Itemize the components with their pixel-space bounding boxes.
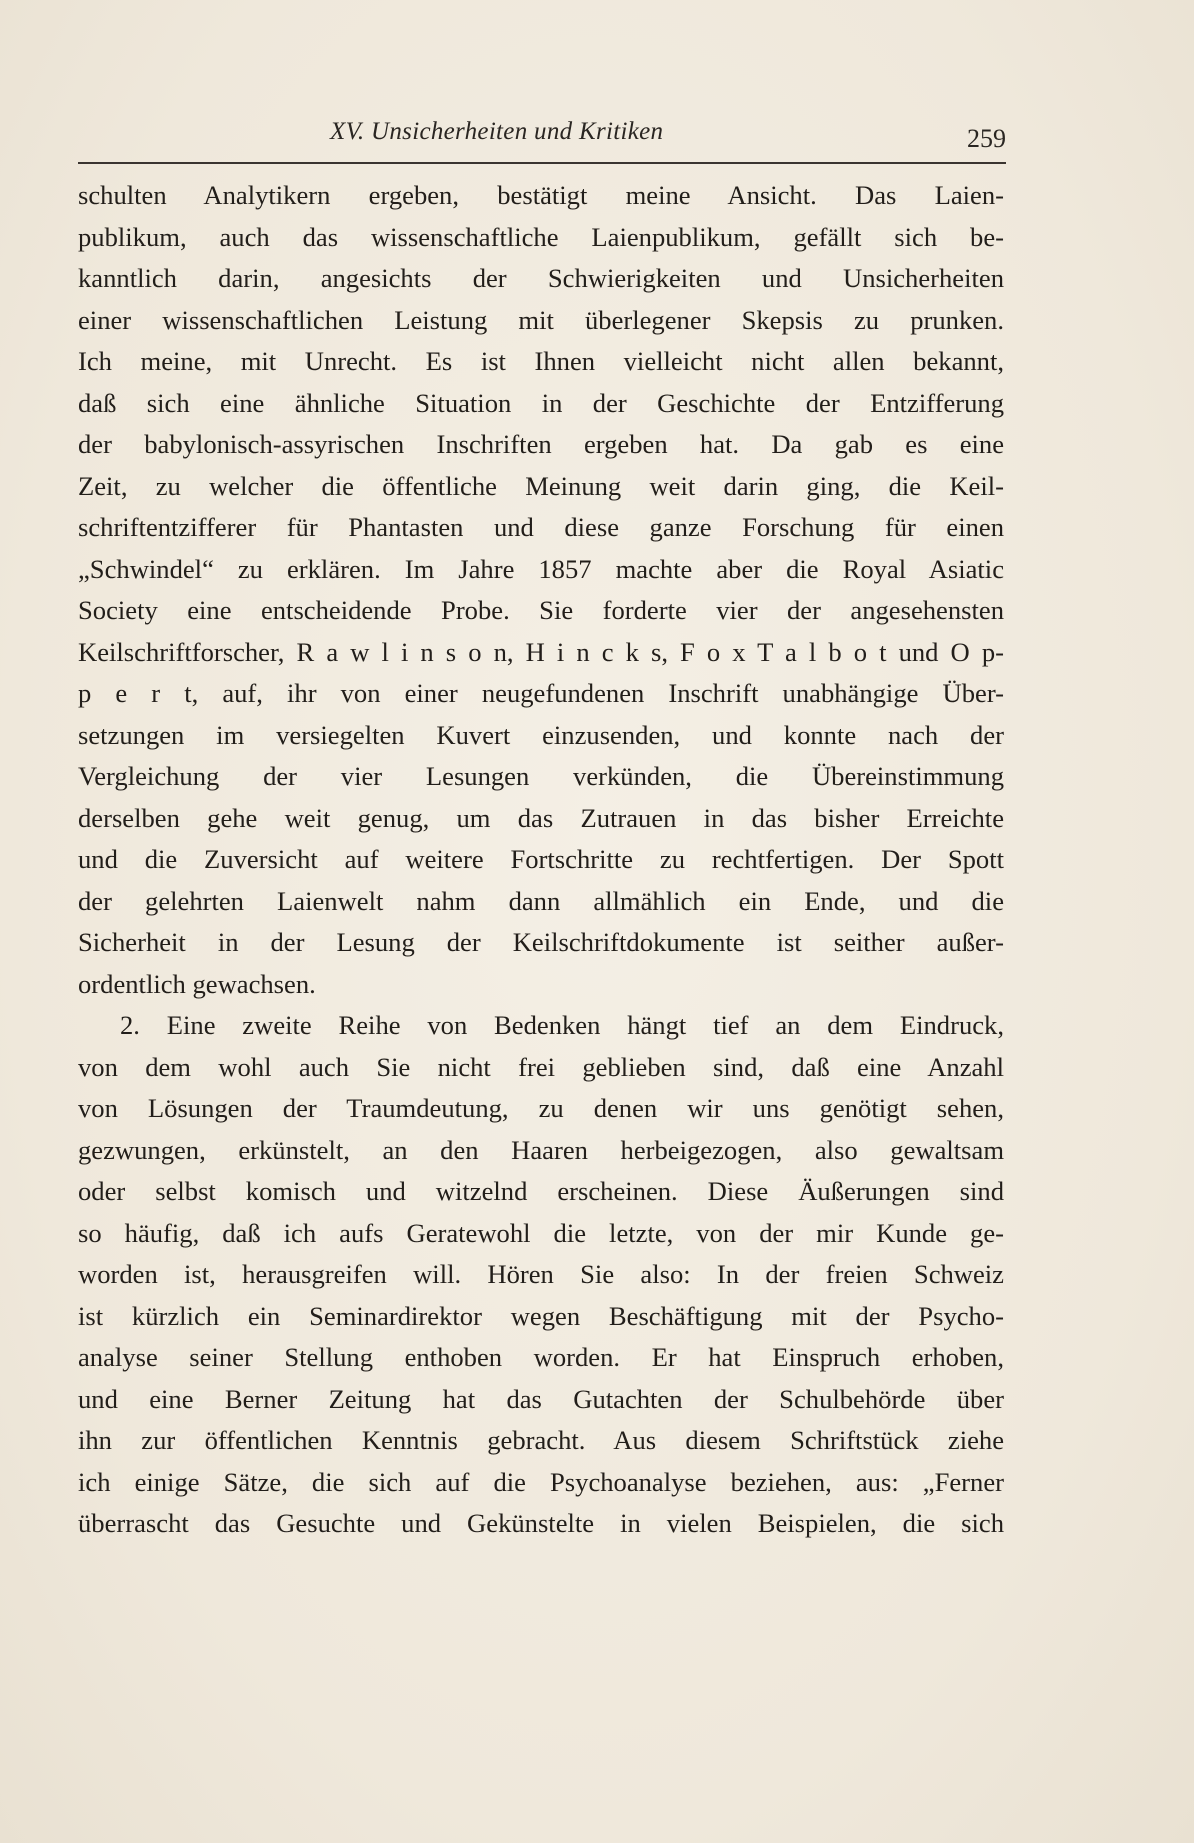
text-line: der babylonisch-assyrischen Inschriften ergeben hat. Da gab es eine — [78, 429, 1004, 459]
text-line: oder selbst komisch und witzelnd erscheinen. Diese Äußerungen sind — [78, 1176, 1004, 1206]
paragraph-end-line: ordentlich gewachsen. — [78, 968, 316, 999]
text-line: so häufig, daß ich aufs Geratewohl die letzte, von der mir Kunde ge- — [78, 1217, 1004, 1248]
body-text — [78, 175, 1004, 1545]
paragraph-start-line: 2. Eine zweite Reihe von Bedenken hängt tief an dem Eindruck, — [120, 1010, 1004, 1040]
text-line: Vergleichung der vier Lesungen verkünden, die Übereinstimmung — [78, 761, 1004, 791]
text-line: von Lösungen der Traumdeutung, zu denen wir uns genötigt sehen, — [78, 1093, 1004, 1123]
text-line: schulten Analytikern ergeben, bestätigt meine Ansicht. Das Laien- — [78, 180, 1004, 210]
text-line: Sicherheit in der Lesung der Keilschriftdokumente ist seither außer- — [78, 927, 1004, 957]
header-rule — [78, 162, 1006, 164]
text-line: schriftentzifferer für Phantasten und diese ganze Forschung für einen — [78, 512, 1004, 542]
text-line: Ich meine, mit Unrecht. Es ist Ihnen vielleicht nicht allen bekannt, — [78, 346, 1004, 376]
text-line: worden ist, herausgreifen will. Hören Sie also: In der freien Schweiz — [78, 1259, 1004, 1289]
text-line: Keilschriftforscher, R a w l i n s o n, H i n c k s, F o x T a l b o t und O p- — [78, 636, 1004, 667]
text-line: einer wissenschaftlichen Leistung mit überlegener Skepsis zu prunken. — [78, 304, 1004, 335]
text-line: setzungen im versiegelten Kuvert einzusenden, und konnte nach der — [78, 719, 1004, 750]
text-line: Society eine entscheidende Probe. Sie forderte vier der angesehensten — [78, 595, 1004, 625]
text-line: von dem wohl auch Sie nicht frei geblieben sind, daß eine Anzahl — [78, 1051, 1004, 1082]
text-line: Zeit, zu welcher die öffentliche Meinung weit darin ging, die Keil- — [78, 470, 1004, 501]
text-line: und eine Berner Zeitung hat das Gutachten der Schulbehörde über — [78, 1383, 1004, 1414]
text-line: ich einige Sätze, die sich auf die Psychoanalyse beziehen, aus: „Ferner — [78, 1466, 1004, 1497]
text-line: analyse seiner Stellung enthoben worden. Er hat Einspruch erhoben, — [78, 1342, 1004, 1372]
text-line: der gelehrten Laienwelt nahm dann allmählich ein Ende, und die — [78, 885, 1004, 916]
running-head: XV. Unsicherheiten und Kritiken — [330, 118, 664, 145]
text-line: gezwungen, erkünstelt, an den Haaren herbeigezogen, also gewaltsam — [78, 1134, 1004, 1165]
text-line: ihn zur öffentlichen Kenntnis gebracht. Aus diesem Schriftstück ziehe — [78, 1425, 1004, 1455]
text-line: „Schwindel“ zu erklären. Im Jahre 1857 machte aber die Royal Asiatic — [78, 553, 1004, 584]
page-header — [78, 116, 1008, 160]
text-line: überrascht das Gesuchte und Gekünstelte in vielen Beispielen, die sich — [78, 1508, 1004, 1538]
text-line: ist kürzlich ein Seminardirektor wegen Beschäftigung mit der Psycho- — [78, 1300, 1004, 1331]
text-line: kanntlich darin, angesichts der Schwierigkeiten und Unsicherheiten — [78, 263, 1004, 293]
text-line: daß sich eine ähnliche Situation in der Geschichte der Entzifferung — [78, 387, 1004, 418]
text-line: derselben gehe weit genug, um das Zutrauen in das bisher Erreichte — [78, 802, 1004, 833]
text-line: p e r t, auf, ihr von einer neugefundenen Inschrift unabhängige Über- — [78, 678, 1004, 708]
text-line: publikum, auch das wissenschaftliche Laienpublikum, gefällt sich be- — [78, 221, 1004, 252]
page-number: 259 — [967, 124, 1006, 153]
text-line: und die Zuversicht auf weitere Fortschritte zu rechtfertigen. Der Spott — [78, 844, 1004, 874]
